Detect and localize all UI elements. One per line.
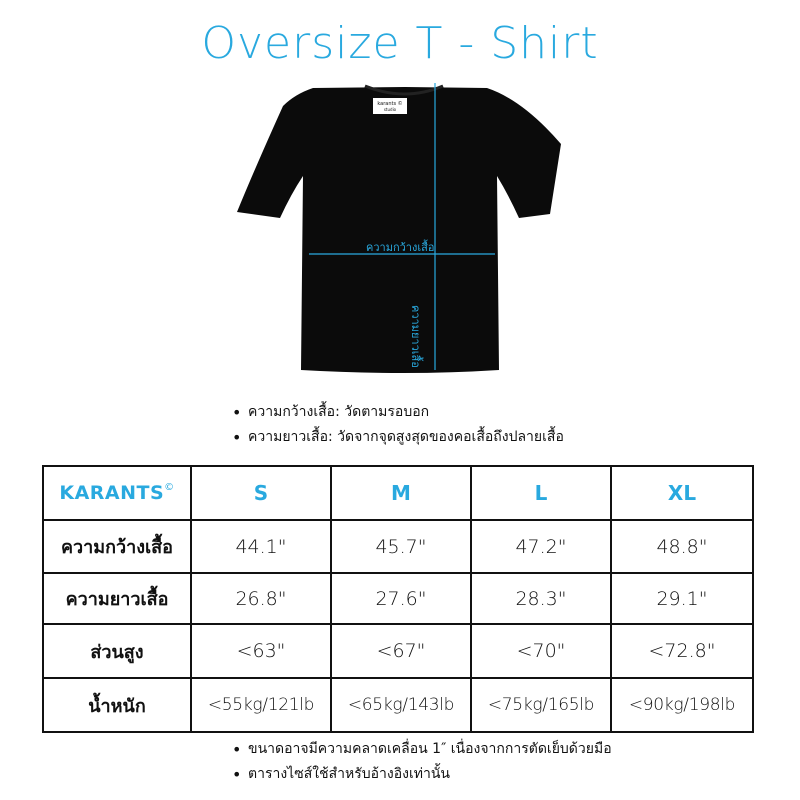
cell-value: 44.1" [191,520,331,573]
size-header-xl: XL [611,466,753,520]
cell-value: <67" [331,624,471,678]
size-header-l: L [471,466,611,520]
tshirt-diagram [225,78,575,388]
note-item: • ขนาดอาจมีความคลาดเคลื่อน 1″ เนื่องจากการตัดเย็บด้วยมือ [232,737,612,762]
page-title: Oversize T - Shirt [201,18,599,69]
table-header-row [43,466,753,520]
svg-text:studio: studio [383,107,397,112]
cell-value: <55kg/121lb [191,678,331,732]
brand-header: KARANTS© [43,466,191,520]
neck-tag-text: karants © [377,101,403,107]
length-measure-label: ความยาวเสื้อ [409,305,422,368]
width-measure-label: ความกว้างเสื้อ [366,241,435,254]
size-header-m: M [331,466,471,520]
note-item: • ความกว้างเสื้อ: วัดตามรอบอก [232,400,564,425]
cell-value: 47.2" [471,520,611,573]
table-row [43,624,753,678]
cell-value: 27.6" [331,573,471,624]
row-label-height: ส่วนสูง [43,624,191,678]
cell-value: 48.8" [611,520,753,573]
tshirt-silhouette [237,87,561,373]
note-item: • ความยาวเสื้อ: วัดจากจุดสูงสุดของคอเสื้อถึงปลายเสื้อ [232,425,564,450]
size-header-s: S [191,466,331,520]
cell-value: <63" [191,624,331,678]
cell-value: <72.8" [611,624,753,678]
table-row [43,678,753,732]
measurement-notes [232,400,564,450]
row-label-weight: น้ำหนัก [43,678,191,732]
cell-value: 29.1" [611,573,753,624]
row-label-width: ความกว้างเสื้อ [43,520,191,573]
cell-value: 26.8" [191,573,331,624]
table-row [43,573,753,624]
table-row [43,520,753,573]
cell-value: <70" [471,624,611,678]
disclaimer-notes [232,737,612,787]
cell-value: <65kg/143lb [331,678,471,732]
note-item: • ตารางไซส์ใช้สำหรับอ้างอิงเท่านั้น [232,762,612,787]
row-label-length: ความยาวเสื้อ [43,573,191,624]
cell-value: <75kg/165lb [471,678,611,732]
cell-value: 45.7" [331,520,471,573]
tshirt-image [225,78,575,388]
size-chart-table [42,465,754,733]
cell-value: 28.3" [471,573,611,624]
cell-value: <90kg/198lb [611,678,753,732]
